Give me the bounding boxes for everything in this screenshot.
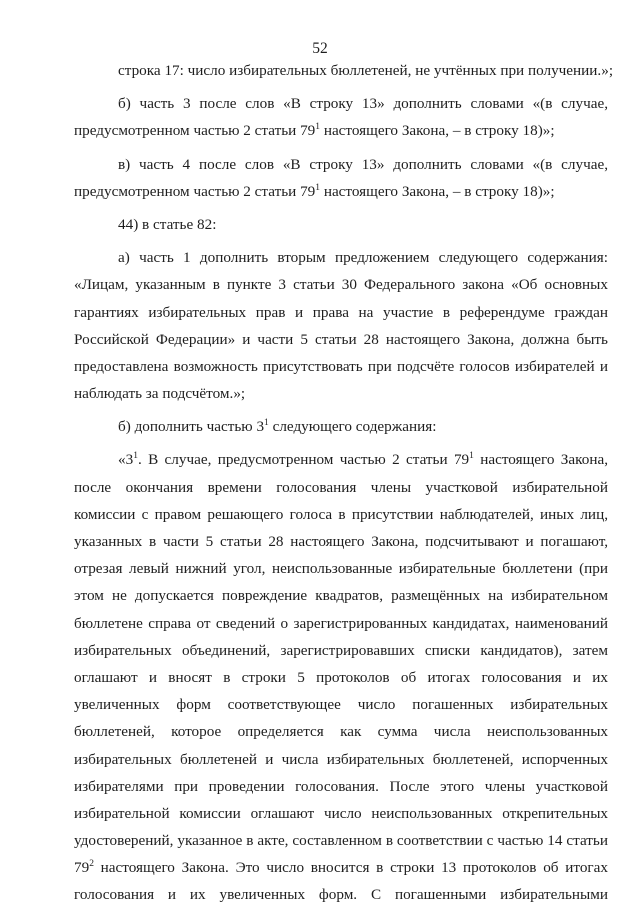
text-line: указанных в части 5 статьи 28 настоящего Закона, подсчитывают и погашают, <box>74 533 608 550</box>
text-line: наблюдать за подсчётом.»; <box>74 385 246 403</box>
text-line: строка 17: число избирательных бюллетеней, не учтённых при получении.»; <box>118 62 614 79</box>
document-body <box>74 62 614 914</box>
text-line: а) часть 1 дополнить вторым предложением следующего содержания: <box>118 249 608 267</box>
text-line: «Лицам, указанным в пункте 3 статьи 30 Федерального закона «Об основных <box>74 276 608 294</box>
text-line: бюллетене справа от сведений о зарегистрированных кандидатах, наименований <box>74 614 608 632</box>
text-line: предусмотренном частью 2 статьи $79^1$ настоящего Закона, – в строку 18)»; <box>74 122 555 140</box>
page-number: 52 <box>312 40 328 57</box>
text-line: избирательных объединений, зарегистрировавших списки кандидатов), затем <box>74 641 608 659</box>
text-line: комиссии с правом решающего голоса в присутствии наблюдателей, иных лиц, <box>74 505 608 523</box>
text-line: голосования и их увеличенных форм. С погашенными избирательными <box>74 886 608 904</box>
text-line: бюллетеней, которое определяется как сумма числа неиспользованных <box>74 723 608 741</box>
text-line: Российской Федерации» и части 5 статьи 28 настоящего Закона, должна быть <box>74 330 608 348</box>
text-line: этом не допускается повреждение квадратов, размещённых на избирательном <box>74 587 608 605</box>
text-line: «$3^1$. В случае, предусмотренном частью 2 статьи $79^1$ настоящего Закона, <box>118 451 608 469</box>
text-line: предоставлена возможность присутствовать при подсчёте голосов избирателей и <box>74 357 608 375</box>
text-line: удостоверений, указанное в акте, составленном в соответствии с частью 14 статьи <box>74 832 608 850</box>
text-line: избирательной комиссии оглашают число неиспользованных открепительных <box>74 804 608 822</box>
text-line: после окончания времени голосования члены участковой избирательной <box>74 478 608 496</box>
text-line: в) часть 4 после слов «В строку 13» дополнить словами «(в случае, <box>118 155 608 173</box>
text-line: гарантиях избирательных прав и права на участие в референдуме граждан <box>74 303 608 321</box>
text-line: оглашают и вносят в строки 5 протоколов об итогах голосования и их <box>74 668 608 686</box>
text-line: избирательных бюллетеней и числа избирательных бюллетеней, испорченных <box>74 750 608 768</box>
text-line: избирателями при проведении голосования. После этого члены участковой <box>74 777 608 795</box>
text-line: отрезая левый нижний угол, неиспользованные избирательные бюллетени (при <box>74 560 608 578</box>
text-line: $79^2$ настоящего Закона. Это число вносится в строки 13 протоколов об итогах <box>74 859 608 877</box>
text-line: б) дополнить частью $3^1$ следующего содержания: <box>118 418 437 436</box>
text-line: б) часть 3 после слов «В строку 13» дополнить словами «(в случае, <box>118 95 608 113</box>
text-line: увеличенных форм соответствующее число погашенных избирательных <box>74 696 608 714</box>
text-line: предусмотренном частью 2 статьи $79^1$ настоящего Закона, – в строку 18)»; <box>74 182 555 200</box>
text-line: 44) в статье 82: <box>118 215 217 233</box>
